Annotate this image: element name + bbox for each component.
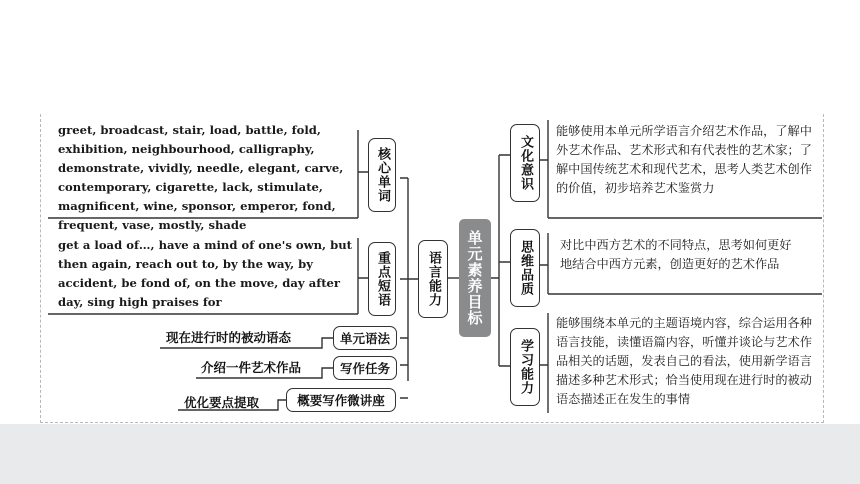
- connector-right-branches: [499, 155, 510, 366]
- learning-label: 学习能力: [510, 328, 540, 406]
- thinking-label: 思维品质: [510, 229, 540, 307]
- core-words-label: 核心单词: [368, 138, 396, 212]
- culture-text: 能够使用本单元所学语言介绍艺术作品，了解中外艺术作品、艺术形式和有代表性的艺术家；了解中国传统艺术和现代艺术，思考人类艺术创作的价值，初步培养艺术鉴赏力: [556, 124, 812, 195]
- lecture-label: 概要写作微讲座: [286, 388, 396, 412]
- thinking-text: 对比中西方艺术的不同特点，思考如何更好地结合中西方元素，创造更好的艺术作品: [560, 238, 792, 271]
- core-words-text: greet, broadcast, stair, load, battle, fold, exhibition, neighbourhood, calligraphy, demonstrate, vividly, needle, elegant, carve, contemporary, cigarette, lack, stimulate, magnificent, wine, sponsor, emperor, fond, frequent, vase, mostly, shade: [58, 123, 344, 232]
- connector-language-branches: [400, 178, 408, 398]
- key-phrases-label: 重点短语: [368, 242, 396, 316]
- key-phrases-text: get a load of…, have a mind of one's own, but then again, reach out to, by the way, by accident, be fond of, on the move, day after day, sing high praises for: [58, 238, 352, 309]
- culture-label: 文化意识: [510, 124, 540, 202]
- writing-text: 介绍一件艺术作品: [201, 360, 302, 375]
- lecture-text: 优化要点提取: [184, 395, 260, 410]
- grammar-label: 单元语法: [333, 326, 397, 350]
- writing-label: 写作任务: [333, 356, 397, 380]
- connector-center-right: [491, 155, 499, 366]
- connector-learning: [540, 313, 548, 413]
- grammar-text: 现在进行时的被动语态: [166, 330, 292, 345]
- language-ability-node: 语言能力: [418, 240, 448, 318]
- learning-text: 能够围绕本单元的主题语境内容，综合运用各种语言技能，读懂语篇内容，听懂并谈论与艺术作品相关的话题，发表自己的看法，使用新学语言描述多种艺术形式；恰当使用现在进行时的被动语态描述正在发生的事情: [556, 316, 812, 406]
- connector-language-brace: [408, 178, 418, 381]
- center-title: 单元素养目标: [459, 219, 491, 337]
